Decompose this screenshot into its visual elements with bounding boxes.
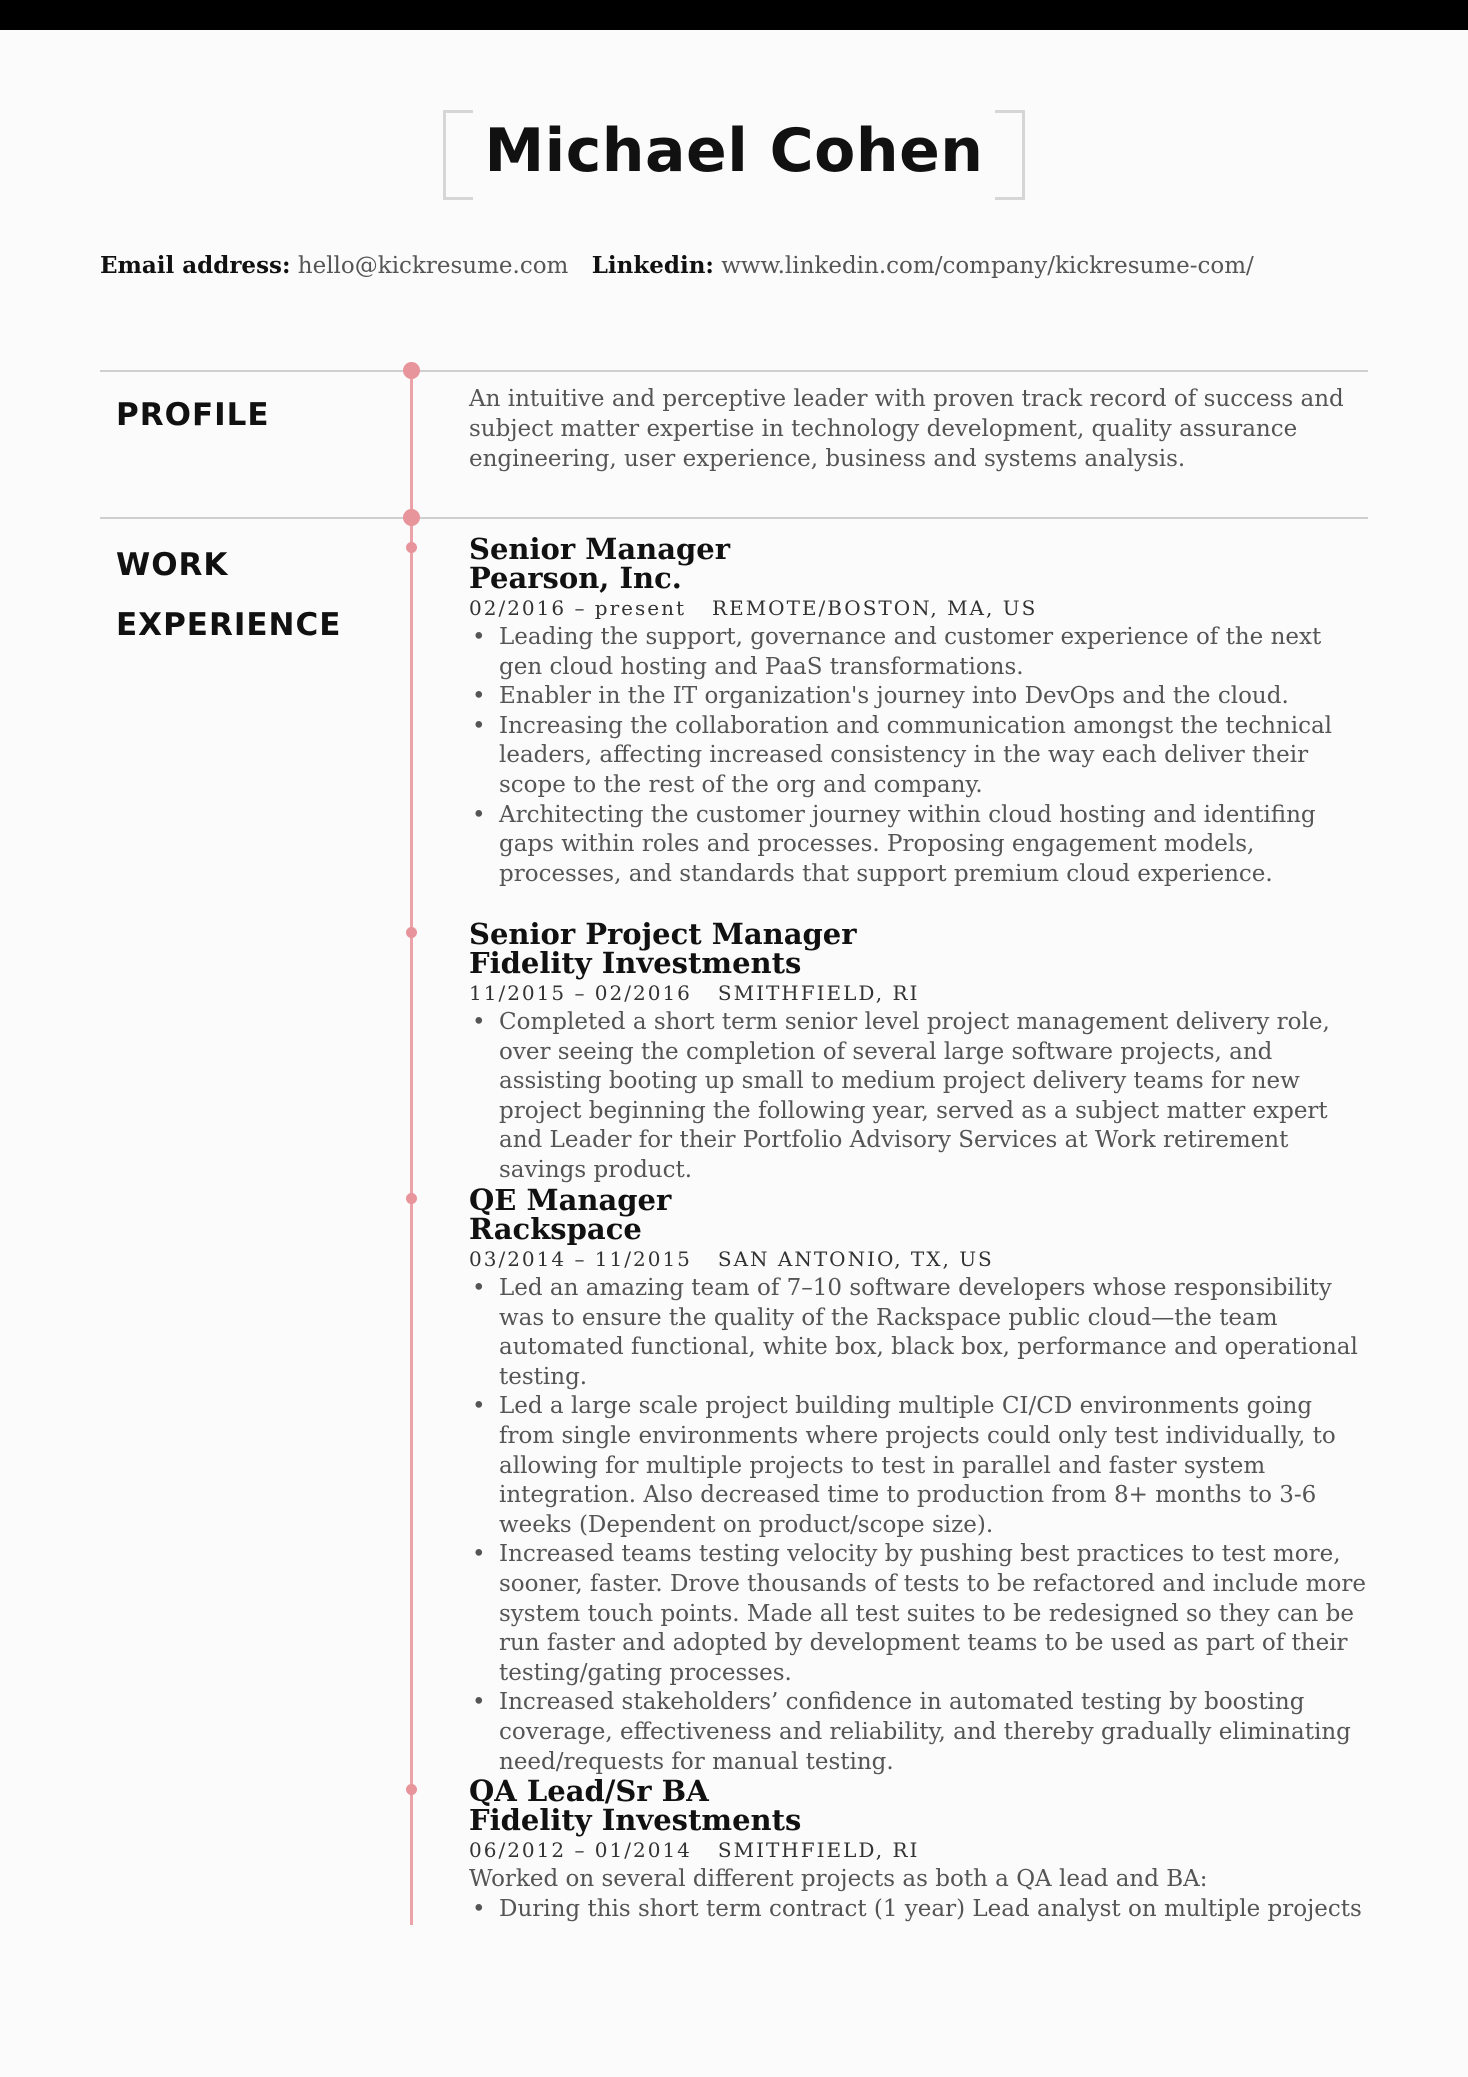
job-company: Pearson, Inc.	[469, 561, 682, 595]
job-entry	[469, 532, 1369, 889]
timeline-dot-job	[406, 542, 417, 553]
job-title: QA Lead/Sr BA	[469, 1774, 709, 1808]
email-value[interactable]: hello@kickresume.com	[297, 253, 569, 279]
work-experience-heading	[116, 535, 341, 655]
job-company: Rackspace	[469, 1212, 642, 1246]
top-bar	[0, 0, 1468, 30]
work-heading-line2: EXPERIENCE	[116, 607, 342, 643]
job-bullet: • Leading the support, governance and customer experience of the next gen cloud hosting and PaaS transformations.	[469, 623, 1369, 682]
job-bullet: • Increased teams testing velocity by pushing best practices to test more, sooner, faster. Drove thousands of tests to be refactored and include more system touch points. Made all test suites to be redesigned so they can be run faster and adopted by development teams to be used as part of their testing/gating processes.	[469, 1540, 1369, 1688]
job-meta	[469, 1835, 1369, 1865]
profile-divider	[100, 370, 1368, 372]
timeline-dot-profile	[403, 362, 420, 379]
timeline-dot-work	[403, 509, 420, 526]
job-bullets	[469, 623, 1369, 889]
job-meta	[469, 1244, 1369, 1274]
linkedin-label: Linkedin:	[591, 252, 714, 279]
job-title: Senior Manager	[469, 532, 730, 566]
job-bullet: • Completed a short term senior level project management delivery role, over seeing the completion of several large software projects, and assisting booting up small to medium project delivery teams for new project beginning the following year, served as a subject matter expert and Leader for their Portfolio Advisory Services at Work retirement savings product.	[469, 1008, 1369, 1186]
job-location: REMOTE/BOSTON, MA, US	[712, 596, 1038, 620]
job-dates: 06/2012 – 01/2014	[469, 1838, 692, 1862]
job-dates: 11/2015 – 02/2016	[469, 981, 692, 1005]
job-title: QE Manager	[469, 1183, 672, 1217]
job-bullets	[469, 1274, 1369, 1777]
job-entry	[469, 917, 1369, 1186]
job-dates: 03/2014 – 11/2015	[469, 1247, 692, 1271]
job-intro: Worked on several different projects as both a QA lead and BA:	[469, 1866, 1208, 1892]
job-bullet: • Increasing the collaboration and communication amongst the technical leaders, affecting increased consistency in the way each deliver their scope to the rest of the org and company.	[469, 712, 1369, 801]
job-location: SMITHFIELD, RI	[717, 1838, 920, 1862]
job-entry	[469, 1774, 1369, 1924]
job-title: Senior Project Manager	[469, 917, 857, 951]
job-entry	[469, 1183, 1369, 1777]
name-header	[443, 110, 1025, 200]
job-bullet: • Led a large scale project building multiple CI/CD environments going from single environments where projects could only test individually, to allowing for multiple projects to test in parallel and faster system integration. Also decreased time to production from 8+ months to 3-6 weeks (Dependent on product/scope size).	[469, 1392, 1369, 1540]
email-label: Email address:	[100, 252, 291, 279]
timeline-line	[410, 370, 413, 1925]
profile-heading: PROFILE	[116, 397, 270, 433]
job-bullet: • Architecting the customer journey within cloud hosting and identifing gaps within roles and processes. Proposing engagement models, processes, and standards that support premium cloud experience.	[469, 801, 1369, 890]
job-dates: 02/2016 – present	[469, 596, 687, 620]
job-location: SMITHFIELD, RI	[717, 981, 920, 1005]
job-bullets	[469, 1895, 1369, 1925]
timeline-dot-job	[406, 1193, 417, 1204]
profile-summary: An intuitive and perceptive leader with proven track record of success and subject matter expertise in technology development, quality assurance engineering, user experience, business and systems analysis.	[469, 386, 1344, 472]
person-name: Michael Cohen	[484, 116, 984, 186]
job-bullet: • Increased stakeholders’ confidence in automated testing by boosting coverage, effectiveness and reliability, and thereby gradually eliminating need/requests for manual testing.	[469, 1688, 1369, 1777]
job-meta	[469, 978, 1369, 1008]
linkedin-value[interactable]: www.linkedin.com/company/kickresume-com/	[721, 253, 1254, 279]
job-bullet: • Enabler in the IT organization's journey into DevOps and the cloud.	[469, 682, 1369, 712]
job-bullet: • During this short term contract (1 year) Lead analyst on multiple projects	[469, 1895, 1369, 1925]
contact-line	[100, 252, 1254, 279]
work-heading-line1: WORK	[116, 547, 229, 583]
job-location: SAN ANTONIO, TX, US	[717, 1247, 994, 1271]
job-bullets	[469, 1008, 1369, 1186]
timeline-dot-job	[406, 1784, 417, 1795]
job-meta	[469, 593, 1369, 623]
job-company: Fidelity Investments	[469, 946, 802, 980]
work-divider	[100, 517, 1368, 519]
job-bullet: • Led an amazing team of 7–10 software developers whose responsibility was to ensure the quality of the Rackspace public cloud—the team automated functional, white box, black box, performance and operational testing.	[469, 1274, 1369, 1392]
job-company: Fidelity Investments	[469, 1803, 802, 1837]
timeline-dot-job	[406, 927, 417, 938]
